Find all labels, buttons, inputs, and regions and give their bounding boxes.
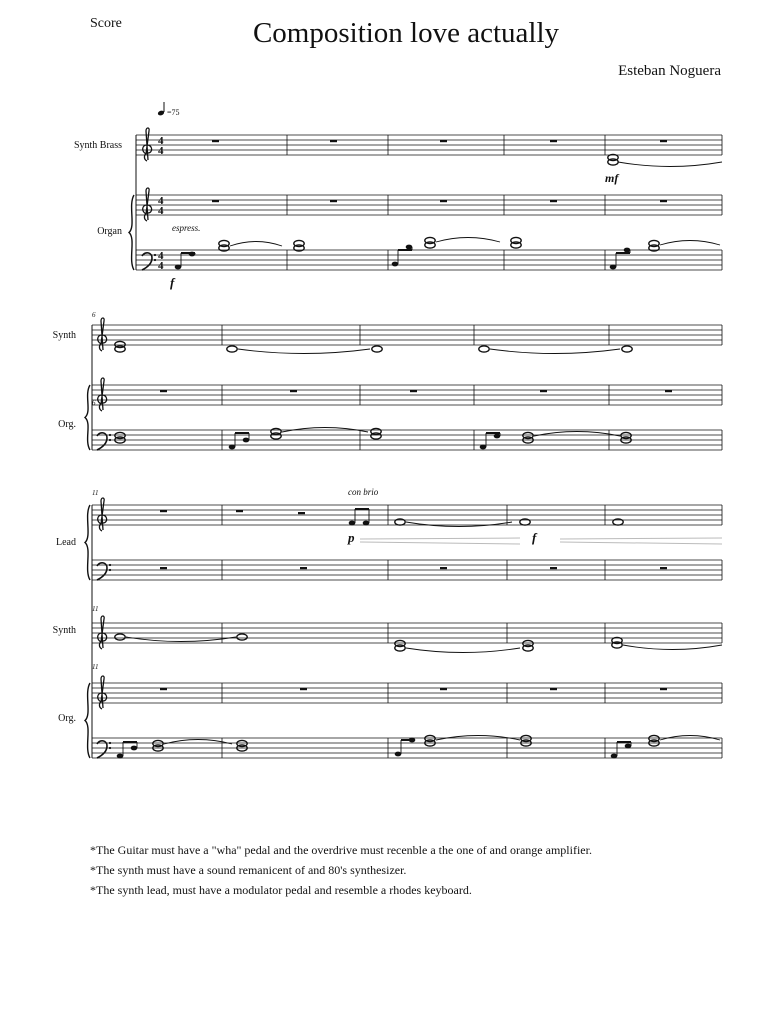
bass-clef-dot	[109, 747, 111, 749]
treble-clef	[143, 188, 152, 221]
whole-rest	[660, 567, 667, 569]
bass-clef-dot	[109, 434, 111, 436]
whole-rest	[440, 140, 447, 142]
whole-rest	[410, 390, 417, 392]
footnote: *The synth lead, must have a modulator pedal and resemble a rhodes keyboard.	[90, 883, 472, 897]
whole-rest	[550, 567, 557, 569]
score-label: Score	[90, 16, 122, 31]
eighth-note	[131, 746, 138, 751]
treble-clef	[98, 676, 107, 709]
whole-note	[425, 237, 435, 243]
whole-note	[523, 432, 533, 438]
staff-brace	[129, 195, 134, 270]
treble-clef	[98, 318, 107, 351]
eighth-note	[243, 438, 250, 443]
footnote: *The synth must have a sound remanicent of and 80's synthesizer.	[90, 863, 407, 877]
whole-note	[649, 735, 659, 741]
instrument-label-synth: Synth	[52, 330, 76, 341]
tie	[230, 242, 282, 247]
treble-clef	[98, 498, 107, 531]
whole-note	[521, 735, 531, 741]
treble-clef	[98, 616, 107, 649]
whole-rest	[160, 567, 167, 569]
whole-note	[479, 346, 489, 352]
eighth-note	[610, 265, 617, 270]
eighth-note	[392, 262, 399, 267]
whole-note	[294, 240, 304, 246]
whole-rest	[290, 390, 297, 392]
composer-name: Esteban Noguera	[618, 63, 721, 79]
crescendo-line	[360, 538, 722, 544]
footnote: *The Guitar must have a "wha" pedal and the overdrive must recenble a the one of and orange amplifier.	[90, 843, 592, 857]
tie	[406, 522, 512, 527]
whole-rest	[300, 688, 307, 690]
measure-number: 11	[92, 489, 99, 497]
performance-notes	[90, 840, 592, 900]
instrument-label-org-2: Org.	[58, 713, 76, 724]
tempo-marking	[157, 102, 179, 117]
tempo-text: =75	[167, 108, 180, 117]
whole-note	[271, 428, 281, 434]
whole-note	[372, 346, 382, 352]
treble-clef	[143, 128, 152, 161]
staff-brace	[85, 505, 90, 580]
whole-note	[115, 341, 125, 347]
dynamic-mezzo-forte: mf	[605, 171, 619, 185]
staff-brace	[85, 683, 90, 758]
eighth-note	[395, 752, 402, 757]
eighth-note	[175, 265, 182, 270]
whole-rest	[540, 390, 547, 392]
time-signature: 4	[158, 260, 164, 272]
instrument-label-lead: Lead	[56, 537, 76, 548]
whole-rest	[212, 200, 219, 202]
bass-clef-dot	[154, 254, 156, 256]
whole-rest	[665, 390, 672, 392]
whole-rest	[236, 510, 243, 512]
time-signature: 4	[158, 250, 164, 262]
tie	[238, 349, 370, 354]
bass-clef-dot	[109, 439, 111, 441]
whole-rest	[440, 200, 447, 202]
time-signature: 4	[158, 135, 164, 147]
expression-espress: espress.	[172, 223, 201, 233]
whole-rest	[330, 140, 337, 142]
whole-rest	[660, 200, 667, 202]
measure-number: 11	[92, 663, 99, 671]
staff-brace	[85, 385, 90, 450]
eighth-note	[349, 521, 356, 526]
eighth-note	[625, 744, 632, 749]
eighth-note	[117, 754, 124, 759]
whole-note	[115, 432, 125, 438]
tie	[660, 241, 720, 246]
whole-rest	[440, 567, 447, 569]
whole-rest	[298, 512, 305, 514]
instrument-label-synth-2: Synth	[52, 625, 76, 636]
whole-note	[511, 237, 521, 243]
eighth-note	[363, 521, 370, 526]
whole-note	[395, 640, 405, 646]
expression-con-brio: con brio	[348, 487, 379, 497]
measure-number: 11	[92, 605, 99, 613]
score-title: Composition love actually	[252, 17, 560, 49]
whole-rest	[550, 200, 557, 202]
tie	[490, 349, 620, 354]
instrument-label-organ: Organ	[97, 226, 122, 237]
whole-rest	[160, 390, 167, 392]
whole-note	[153, 740, 163, 746]
eighth-note	[624, 248, 631, 253]
eighth-note	[229, 445, 236, 450]
eighth-note	[480, 445, 487, 450]
whole-note	[115, 634, 125, 640]
whole-rest	[550, 140, 557, 142]
whole-note	[425, 735, 435, 741]
eighth-note	[611, 754, 618, 759]
dynamic-forte: f	[170, 275, 175, 290]
whole-rest	[160, 510, 167, 512]
whole-note	[622, 346, 632, 352]
tie	[436, 238, 500, 243]
measure-number: 6	[92, 399, 96, 407]
whole-rest	[212, 140, 219, 142]
whole-note	[237, 740, 247, 746]
bass-clef-dot	[109, 564, 111, 566]
eighth-note	[494, 434, 501, 439]
whole-rest	[300, 567, 307, 569]
time-signature: 4	[158, 145, 164, 157]
tie	[623, 645, 722, 650]
whole-note	[219, 240, 229, 246]
whole-rest	[550, 688, 557, 690]
dynamic-piano: p	[348, 530, 355, 545]
whole-note	[523, 640, 533, 646]
bass-clef-dot	[109, 742, 111, 744]
tie	[618, 162, 722, 167]
whole-rest	[160, 688, 167, 690]
whole-rest	[660, 688, 667, 690]
whole-note	[237, 634, 247, 640]
whole-note	[621, 432, 631, 438]
whole-note	[649, 240, 659, 246]
time-signature: 4	[158, 195, 164, 207]
treble-clef	[98, 378, 107, 411]
eighth-note	[406, 245, 413, 250]
instrument-label-synth-brass: Synth Brass	[73, 140, 122, 151]
whole-note	[371, 428, 381, 434]
whole-rest	[330, 200, 337, 202]
instrument-label-org: Org.	[58, 419, 76, 430]
whole-rest	[660, 140, 667, 142]
tie	[406, 648, 520, 653]
bass-clef-dot	[154, 259, 156, 261]
whole-rest	[440, 688, 447, 690]
dynamic-forte-2: f	[532, 530, 537, 545]
whole-note	[227, 346, 237, 352]
measure-number: 6	[92, 311, 96, 319]
time-signature: 4	[158, 205, 164, 217]
bass-clef-dot	[109, 569, 111, 571]
